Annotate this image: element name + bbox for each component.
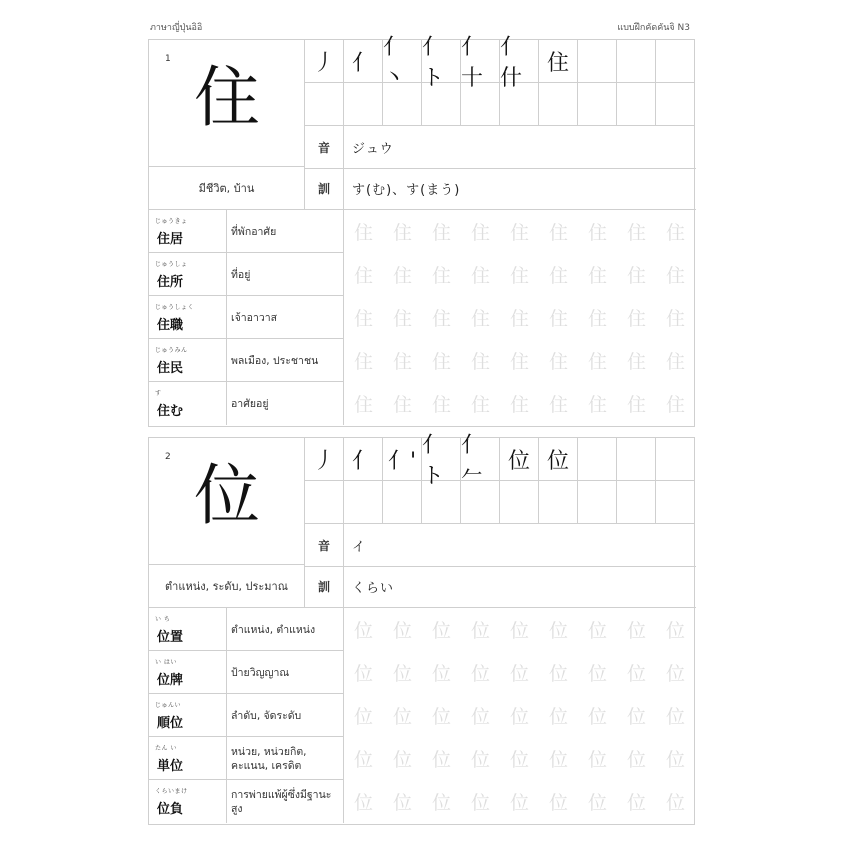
stroke-blank-cell [422,481,461,524]
vocab-word-cell [149,296,227,339]
practice-trace-cell: 位 [470,706,490,728]
kanji-number: 2 [165,452,171,462]
on-label: 音 [305,524,344,567]
practice-trace-cell: 位 [665,706,685,728]
practice-trace-cell: 位 [665,620,685,642]
practice-trace-cell: 住 [665,222,685,244]
practice-trace-cell: 位 [626,620,646,642]
practice-trace-cell: 住 [587,394,607,416]
practice-trace-cell: 住 [509,351,529,373]
practice-trace-cell: 位 [548,620,568,642]
stroke-step: 位 [500,438,539,481]
practice-trace-cell: 住 [665,308,685,330]
practice-trace-cell: 位 [665,663,685,685]
practice-trace-cell: 住 [626,222,646,244]
practice-trace-cell: 位 [509,792,529,814]
stroke-blank-cell [578,438,617,481]
vocab-row [149,253,344,296]
practice-trace-cell: 位 [548,792,568,814]
practice-trace-cell: 住 [470,351,490,373]
stroke-blank-cell [539,481,578,524]
practice-trace-cell: 住 [431,351,451,373]
kunyomi-reading: す(む)、す(まう) [344,167,696,210]
practice-trace-cell: 位 [509,620,529,642]
vocab-furigana: じゅんい [155,702,182,709]
practice-grid [344,210,696,426]
vocab-meaning: พลเมือง, ประชาชน [231,354,319,367]
practice-trace-cell: 位 [470,749,490,771]
practice-trace-cell: 位 [587,792,607,814]
vocab-word-cell [149,339,227,382]
practice-trace-cell: 住 [587,265,607,287]
vocab-meaning: อาศัยอยู่ [231,397,269,410]
vocab-meaning: ที่อยู่ [231,268,251,281]
practice-trace-cell: 住 [353,394,373,416]
vocab-word: 順位 [157,716,184,731]
practice-trace-cell: 位 [626,663,646,685]
kanji-meaning: ตำแหน่ง, ระดับ, ประมาณ [149,565,305,608]
practice-trace-cell: 住 [353,265,373,287]
practice-trace-cell: 住 [392,308,412,330]
practice-trace-cell: 住 [470,394,490,416]
practice-trace-cell: 位 [587,620,607,642]
stroke-blank-cell [578,481,617,524]
kanji-character: 位 [194,457,260,534]
practice-trace-cell: 位 [470,663,490,685]
vocab-word-cell [149,382,227,425]
practice-trace-cell: 住 [470,308,490,330]
vocab-word-cell [149,694,227,737]
vocab-meaning: ที่พักอาศัย [231,225,277,238]
onyomi-reading: イ [344,524,696,567]
stroke-step: 亻丶 [383,40,422,83]
stroke-step: 亻ト [422,438,461,481]
practice-trace-cell: 位 [548,749,568,771]
vocab-word-cell [149,210,227,253]
vocab-row [149,651,344,694]
vocab-word-cell [149,737,227,780]
vocab-row [149,339,344,382]
vocab-word: 住む [157,404,184,419]
stroke-blank-cell [344,83,383,126]
practice-trace-cell: 位 [431,620,451,642]
practice-trace-cell: 住 [548,265,568,287]
vocab-furigana: い はい [155,659,177,666]
vocab-furigana: す [155,390,162,397]
practice-trace-cell: 位 [431,792,451,814]
on-label: 音 [305,126,344,169]
stroke-step: 亻' [383,438,422,481]
vocab-meaning: ป้ายวิญญาณ [231,666,290,679]
practice-trace-cell: 位 [587,706,607,728]
header-right-title: แบบฝึกคัดคันจิ N3 [617,23,690,33]
stroke-blank-cell [539,83,578,126]
vocab-row [149,382,344,425]
practice-trace-cell: 住 [665,394,685,416]
stroke-step: 亻什 [500,40,539,83]
vocab-meaning: หน่วย, หน่วยกิต, คะแนน, เครดิต [231,745,307,772]
stroke-order-grid [305,433,696,524]
vocab-word: 単位 [157,759,184,774]
stroke-blank-cell [656,40,695,83]
practice-trace-cell: 位 [353,749,373,771]
vocab-word: 位負 [157,802,184,817]
stroke-order-grid [305,35,696,126]
practice-trace-cell: 住 [548,394,568,416]
practice-trace-cell: 住 [470,222,490,244]
vocab-meaning: ลำดับ, จัดระดับ [231,709,302,722]
practice-trace-cell: 住 [548,351,568,373]
practice-trace-cell: 位 [626,792,646,814]
practice-trace-cell: 住 [392,265,412,287]
practice-trace-cell: 住 [626,308,646,330]
stroke-blank-cell [422,83,461,126]
stroke-blank-cell [461,481,500,524]
kun-label: 訓 [305,167,344,210]
vocab-row [149,608,344,651]
stroke-blank-cell [617,438,656,481]
stroke-step: 住 [539,40,578,83]
kanji-number: 1 [165,54,171,64]
practice-grid [344,608,696,824]
stroke-blank-cell [617,481,656,524]
practice-trace-cell: 住 [431,222,451,244]
practice-trace-cell: 住 [548,308,568,330]
stroke-blank-cell [500,83,539,126]
vocab-word: 住職 [157,318,184,333]
practice-trace-cell: 位 [587,749,607,771]
stroke-blank-cell [578,40,617,83]
practice-trace-cell: 位 [665,749,685,771]
stroke-step: 亻𠂉 [461,438,500,481]
vocab-furigana: くらいまけ [155,788,188,795]
practice-trace-cell: 位 [431,749,451,771]
practice-trace-cell: 位 [548,663,568,685]
practice-trace-cell: 位 [587,663,607,685]
stroke-step: 亻ト [422,40,461,83]
practice-trace-cell: 位 [353,706,373,728]
vocab-word: 住所 [157,275,184,290]
vocab-word-cell [149,651,227,694]
stroke-blank-cell [500,481,539,524]
stroke-step: 亻 [344,438,383,481]
vocab-furigana: じゅうしょ [155,261,188,268]
practice-trace-cell: 住 [470,265,490,287]
stroke-blank-cell [617,83,656,126]
practice-trace-cell: 住 [392,351,412,373]
stroke-blank-cell [344,481,383,524]
vocab-word: 住民 [157,361,184,376]
stroke-step: 丿 [305,40,344,83]
vocab-word: 住居 [157,232,184,247]
stroke-blank-cell [578,83,617,126]
practice-trace-cell: 位 [392,663,412,685]
practice-trace-cell: 位 [353,663,373,685]
stroke-blank-cell [656,83,695,126]
vocab-row [149,694,344,737]
practice-trace-cell: 住 [431,394,451,416]
practice-trace-cell: 住 [548,222,568,244]
kunyomi-reading: くらい [344,565,696,608]
header-left-title: ภาษาญี่ปุ่นอิอิ [150,23,203,33]
practice-trace-cell: 位 [431,663,451,685]
vocab-furigana: じゅうきょ [155,218,188,225]
practice-trace-cell: 位 [509,706,529,728]
practice-trace-cell: 住 [431,265,451,287]
practice-trace-cell: 住 [587,308,607,330]
kun-label: 訓 [305,565,344,608]
kanji-display [149,40,305,167]
stroke-blank-cell [305,83,344,126]
practice-trace-cell: 住 [665,351,685,373]
vocab-word: 位牌 [157,673,184,688]
vocab-row [149,296,344,339]
practice-trace-cell: 位 [470,620,490,642]
stroke-step: 位 [539,438,578,481]
stroke-step: 亻 [344,40,383,83]
stroke-blank-cell [383,83,422,126]
practice-trace-cell: 位 [470,792,490,814]
vocab-furigana: たん い [155,745,177,752]
practice-trace-cell: 住 [353,222,373,244]
vocab-meaning: การพ่ายแพ้ผู้ซึ่งมีฐานะสูง [231,788,332,815]
practice-trace-cell: 住 [626,265,646,287]
stroke-blank-cell [617,40,656,83]
stroke-blank-cell [305,481,344,524]
vocab-meaning: เจ้าอาวาส [231,311,278,324]
practice-trace-cell: 住 [509,265,529,287]
onyomi-reading: ジュウ [344,126,696,169]
practice-trace-cell: 住 [509,308,529,330]
vocab-row [149,780,344,823]
vocab-row [149,737,344,780]
practice-trace-cell: 位 [392,706,412,728]
kanji-display [149,438,305,565]
practice-trace-cell: 位 [392,792,412,814]
stroke-step: 亻十 [461,40,500,83]
practice-trace-cell: 住 [665,265,685,287]
vocab-furigana: い ち [155,616,171,623]
stroke-blank-cell [461,83,500,126]
practice-trace-cell: 住 [431,308,451,330]
practice-trace-cell: 住 [626,394,646,416]
vocab-meaning: ตำแหน่ง, ตำแหน่ง [231,623,316,636]
stroke-blank-cell [656,438,695,481]
kanji-card [148,433,695,825]
practice-trace-cell: 住 [353,308,373,330]
practice-trace-cell: 住 [509,394,529,416]
vocab-row [149,210,344,253]
practice-trace-cell: 位 [392,749,412,771]
practice-trace-cell: 住 [509,222,529,244]
practice-trace-cell: 位 [431,706,451,728]
practice-trace-cell: 住 [392,222,412,244]
practice-trace-cell: 住 [587,351,607,373]
practice-trace-cell: 位 [548,706,568,728]
kanji-character: 住 [194,59,260,136]
vocab-furigana: じゅうしょく [155,304,195,311]
vocab-furigana: じゅうみん [155,347,188,354]
vocab-word: 位置 [157,630,184,645]
practice-trace-cell: 住 [587,222,607,244]
practice-trace-cell: 位 [665,792,685,814]
kanji-card [148,35,695,427]
practice-trace-cell: 住 [626,351,646,373]
practice-trace-cell: 位 [626,706,646,728]
vocab-word-cell [149,608,227,651]
vocab-word-cell [149,253,227,296]
practice-trace-cell: 位 [353,620,373,642]
practice-trace-cell: 住 [353,351,373,373]
practice-trace-cell: 位 [509,749,529,771]
practice-trace-cell: 位 [392,620,412,642]
stroke-blank-cell [383,481,422,524]
stroke-blank-cell [656,481,695,524]
practice-trace-cell: 位 [509,663,529,685]
practice-trace-cell: 住 [392,394,412,416]
practice-trace-cell: 位 [353,792,373,814]
practice-trace-cell: 位 [626,749,646,771]
kanji-meaning: มีชีวิต, บ้าน [149,167,305,210]
vocab-word-cell [149,780,227,823]
stroke-step: 丿 [305,438,344,481]
